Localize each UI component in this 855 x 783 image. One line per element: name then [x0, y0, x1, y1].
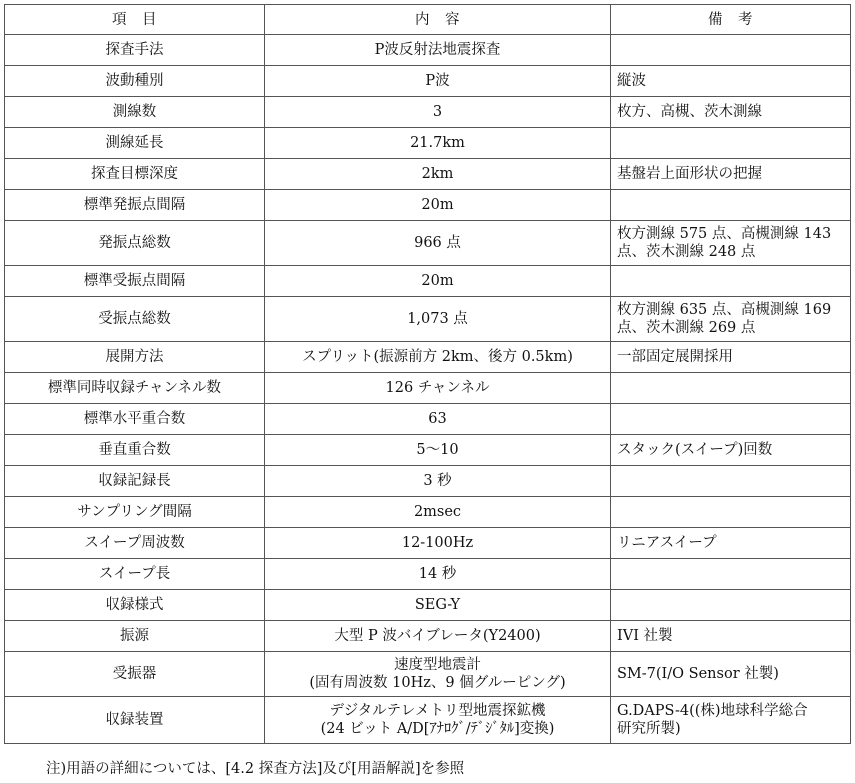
row-note-cell	[611, 221, 851, 266]
table-row	[5, 159, 851, 190]
row-note-cell	[611, 559, 851, 590]
row-note-cell	[611, 373, 851, 404]
row-note-cell	[611, 697, 851, 744]
row-content-cell	[265, 435, 611, 466]
table-row	[5, 373, 851, 404]
row-content-line: (24 ビット A/D[ｱﾅﾛｸﾞ/ﾃﾞｼﾞﾀﾙ]変換)	[320, 721, 555, 737]
table-row	[5, 97, 851, 128]
table-row	[5, 528, 851, 559]
row-content-line: 126 チャンネル	[385, 380, 490, 396]
row-note-line: 点、茨木測線 248 点	[617, 244, 756, 260]
row-note-cell	[611, 66, 851, 97]
table-row	[5, 652, 851, 697]
row-item-cell: 探査手法	[5, 35, 265, 66]
row-note-cell	[611, 159, 851, 190]
row-note-line: 基盤岩上面形状の把握	[617, 166, 762, 182]
row-item-cell: 受振点総数	[5, 297, 265, 342]
row-item-cell: スイープ長	[5, 559, 265, 590]
row-item-cell: 垂直重合数	[5, 435, 265, 466]
row-note-line: G.DAPS-4((株)地球科学総合	[617, 703, 808, 719]
table-row	[5, 435, 851, 466]
row-note-line: 枚方、高槻、茨木測線	[617, 104, 762, 120]
row-content-cell	[265, 35, 611, 66]
row-note-cell	[611, 528, 851, 559]
row-note-line: IVI 社製	[617, 628, 673, 644]
row-content-cell	[265, 97, 611, 128]
row-note-line: リニアスイープ	[617, 535, 717, 551]
table-row	[5, 266, 851, 297]
row-content-cell	[265, 128, 611, 159]
row-note-line: 縦波	[617, 73, 646, 89]
row-item-cell: 振源	[5, 621, 265, 652]
row-content-line: 速度型地震計	[394, 657, 481, 673]
row-note-cell	[611, 652, 851, 697]
row-content-cell	[265, 342, 611, 373]
row-content-cell	[265, 190, 611, 221]
row-content-cell	[265, 66, 611, 97]
row-content-cell	[265, 266, 611, 297]
row-content-line: スプリット(振源前方 2km、後方 0.5km)	[302, 349, 573, 365]
row-content-line: 1,073 点	[407, 311, 468, 327]
survey-spec-table	[4, 4, 851, 744]
table-row	[5, 404, 851, 435]
row-note-cell	[611, 621, 851, 652]
row-item-cell: 標準発振点間隔	[5, 190, 265, 221]
table-row	[5, 35, 851, 66]
row-content-line: 3 秒	[423, 473, 452, 489]
row-note-cell	[611, 497, 851, 528]
row-content-cell	[265, 297, 611, 342]
table-body	[5, 35, 851, 744]
row-content-line: P波反射法地震探査	[374, 42, 501, 58]
footnote: 注)用語の詳細については、[4.2 探査方法]及び[用語解説]を参照	[46, 761, 465, 777]
row-note-cell	[611, 466, 851, 497]
row-content-line: 20m	[421, 273, 454, 289]
row-content-cell	[265, 652, 611, 697]
table-row	[5, 297, 851, 342]
row-note-line: 枚方測線 635 点、高槻測線 169	[617, 302, 832, 318]
row-note-cell	[611, 266, 851, 297]
row-item-cell: 波動種別	[5, 66, 265, 97]
row-note-cell	[611, 190, 851, 221]
row-content-cell	[265, 621, 611, 652]
row-note-line: 一部固定展開採用	[617, 349, 733, 365]
row-note-cell	[611, 297, 851, 342]
row-content-line: 21.7km	[410, 135, 465, 151]
row-note-line: SM-7(I/O Sensor 社製)	[617, 666, 779, 682]
row-content-line: 966 点	[414, 235, 461, 251]
row-item-cell: 探査目標深度	[5, 159, 265, 190]
table-row	[5, 590, 851, 621]
row-note-line: 点、茨木測線 269 点	[617, 320, 756, 336]
row-content-line: デジタルテレメトリ型地震探鉱機	[329, 703, 546, 719]
row-item-cell: 収録様式	[5, 590, 265, 621]
header-item: 項 目	[5, 5, 265, 35]
row-content-cell	[265, 159, 611, 190]
row-content-line: 12-100Hz	[401, 535, 474, 551]
table-header-row	[5, 5, 851, 35]
row-item-cell: 標準受振点間隔	[5, 266, 265, 297]
row-note-cell	[611, 590, 851, 621]
row-content-line: 20m	[421, 197, 454, 213]
header-content: 内 容	[265, 5, 611, 35]
table-row	[5, 221, 851, 266]
table-row	[5, 466, 851, 497]
row-item-cell: 展開方法	[5, 342, 265, 373]
row-note-line: スタック(スイープ)回数	[617, 442, 773, 458]
row-item-cell: 収録記録長	[5, 466, 265, 497]
row-content-line: (固有周波数 10Hz、9 個グルーピング)	[309, 675, 566, 691]
row-item-cell: 測線延長	[5, 128, 265, 159]
row-item-cell: 発振点総数	[5, 221, 265, 266]
row-note-cell	[611, 404, 851, 435]
row-content-cell	[265, 559, 611, 590]
table-row	[5, 66, 851, 97]
table-row	[5, 621, 851, 652]
row-content-line: 3	[432, 104, 443, 120]
row-content-line: 2km	[421, 166, 454, 182]
row-item-cell: 受振器	[5, 652, 265, 697]
row-item-cell: 測線数	[5, 97, 265, 128]
row-content-line: SEG-Y	[414, 597, 461, 613]
row-note-line: 枚方測線 575 点、高槻測線 143	[617, 226, 832, 242]
row-note-cell	[611, 35, 851, 66]
table-row	[5, 497, 851, 528]
row-content-line: 14 秒	[418, 566, 457, 582]
row-content-line: 63	[428, 411, 447, 427]
row-item-cell: 標準水平重合数	[5, 404, 265, 435]
row-note-cell	[611, 435, 851, 466]
row-content-cell	[265, 221, 611, 266]
row-item-cell: 標準同時収録チャンネル数	[5, 373, 265, 404]
row-content-line: 2msec	[413, 504, 462, 520]
header-note: 備 考	[611, 5, 851, 35]
row-note-cell	[611, 97, 851, 128]
table-row	[5, 559, 851, 590]
table-row	[5, 190, 851, 221]
row-note-line: 研究所製)	[617, 721, 681, 737]
row-content-cell	[265, 590, 611, 621]
table-row	[5, 342, 851, 373]
row-note-cell	[611, 342, 851, 373]
row-content-cell	[265, 466, 611, 497]
table-row	[5, 697, 851, 744]
row-content-cell	[265, 528, 611, 559]
row-item-cell: スイープ周波数	[5, 528, 265, 559]
row-item-cell: サンプリング間隔	[5, 497, 265, 528]
row-content-line: 5～10	[416, 442, 459, 458]
row-note-cell	[611, 128, 851, 159]
row-content-cell	[265, 497, 611, 528]
row-content-line: 大型 P 波バイブレータ(Y2400)	[334, 628, 541, 644]
row-content-cell	[265, 373, 611, 404]
row-content-cell	[265, 404, 611, 435]
row-item-cell: 収録装置	[5, 697, 265, 744]
row-content-line: P波	[425, 73, 450, 89]
table-row	[5, 128, 851, 159]
row-content-cell	[265, 697, 611, 744]
